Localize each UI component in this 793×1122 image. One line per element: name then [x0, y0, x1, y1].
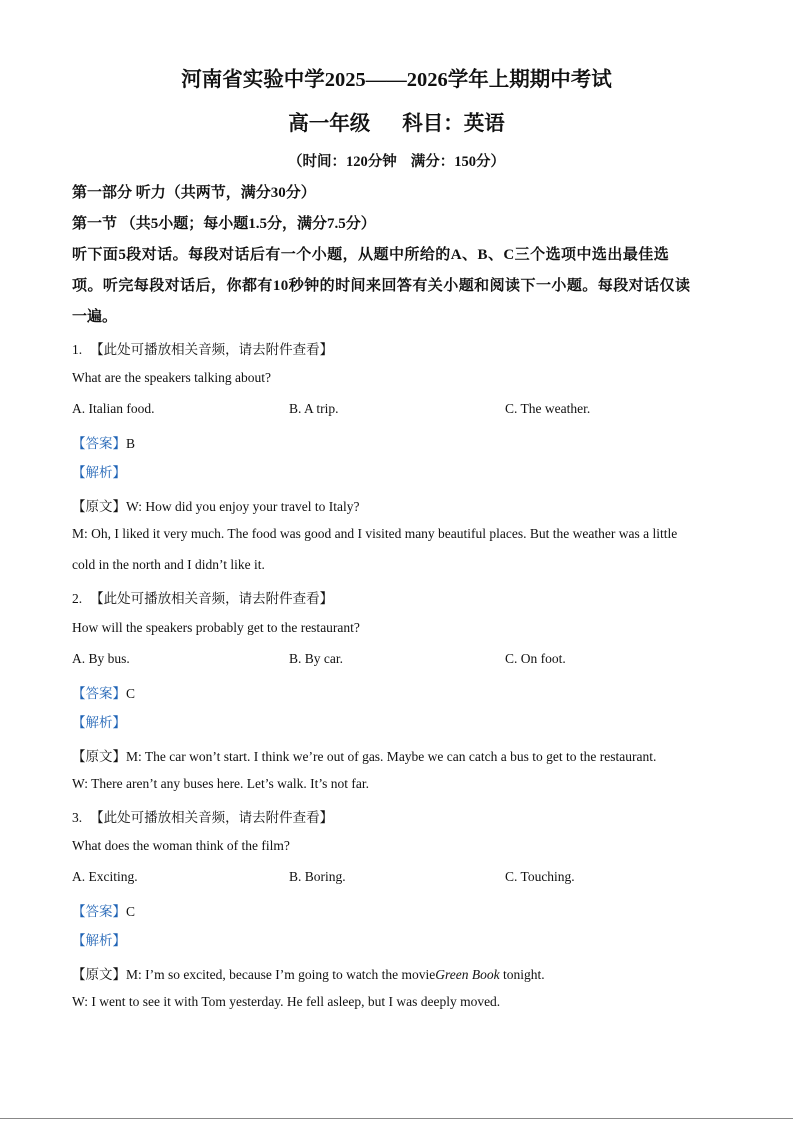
- question-2-option-b: B. By car.: [289, 651, 343, 666]
- answer-tag: 【答案】: [72, 436, 126, 451]
- original-tag: 【原文】: [72, 499, 126, 514]
- movie-title: Green Book: [435, 967, 500, 982]
- question-number: 2.: [72, 591, 83, 606]
- audio-note[interactable]: 【此处可播放相关音频，请去附件查看】: [90, 342, 334, 357]
- question-1-audio: [72, 338, 333, 358]
- question-1-transcript-3: cold in the north and I didn’t like it.: [72, 557, 265, 572]
- subject-label: 科目：英语: [402, 113, 505, 135]
- grade-subject-line: [0, 106, 793, 136]
- answer-value: C: [126, 686, 136, 701]
- transcript-text: W: How did you enjoy your travel to Italy?: [126, 499, 360, 514]
- question-1-answer: [72, 432, 135, 452]
- question-1-option-c: C. The weather.: [505, 401, 591, 416]
- exam-title: 河南省实验中学2025——2026学年上期期中考试: [181, 69, 612, 91]
- question-1-option-b: B. A trip.: [289, 401, 339, 416]
- section-heading: 第一节 （共5小题；每小题1.5分，满分7.5分）: [72, 216, 376, 232]
- question-3-option-b: B. Boring.: [289, 869, 346, 884]
- question-3-option-a: A. Exciting.: [72, 869, 138, 884]
- question-2-text: How will the speakers probably get to the restaurant?: [72, 620, 360, 635]
- audio-note[interactable]: 【此处可播放相关音频，请去附件查看】: [90, 591, 334, 606]
- question-2-option-a: A. By bus.: [72, 651, 130, 666]
- time-score-line: [0, 150, 793, 171]
- time-label: （时间：120分钟: [288, 154, 397, 170]
- page-bottom-divider: [0, 1118, 793, 1119]
- grade-label: 高一年级: [288, 113, 371, 135]
- answer-tag: 【答案】: [72, 686, 126, 701]
- question-2-transcript-1: [72, 745, 656, 765]
- audio-note[interactable]: 【此处可播放相关音频，请去附件查看】: [90, 810, 334, 825]
- question-1-transcript-1: [72, 495, 359, 515]
- original-tag: 【原文】: [72, 749, 126, 764]
- instructions-line-2: 项。听完每段对话后，你都有10秒钟的时间来回答有关小题和阅读下一小题。每段对话仅读: [72, 278, 691, 294]
- question-1-transcript-2: M: Oh, I liked it very much. The food was good and I visited many beautiful places. But the weather was a little: [72, 526, 678, 541]
- question-1-analysis-tag: 【解析】: [72, 465, 126, 480]
- question-3-audio: [72, 806, 333, 826]
- transcript-text: M: The car won’t start. I think we’re out of gas. Maybe we can catch a bus to get to the restaurant.: [126, 749, 657, 764]
- instructions-line-1: 听下面5段对话。每段对话后有一个小题，从题中所给的A、B、C三个选项中选出最佳选: [72, 247, 670, 263]
- original-tag: 【原文】: [72, 967, 126, 982]
- question-3-text: What does the woman think of the film?: [72, 838, 290, 853]
- question-number: 3.: [72, 810, 83, 825]
- instructions-line-3: 一遍。: [72, 309, 118, 325]
- question-2-option-c: C. On foot.: [505, 651, 566, 666]
- question-3-transcript-2: W: I went to see it with Tom yesterday. He fell asleep, but I was deeply moved.: [72, 994, 501, 1009]
- question-2-transcript-2: W: There aren’t any buses here. Let’s walk. It’s not far.: [72, 776, 370, 791]
- question-3-answer: [72, 900, 135, 920]
- answer-tag: 【答案】: [72, 904, 126, 919]
- question-2-analysis-tag: 【解析】: [72, 715, 126, 730]
- score-label: 满分：150分）: [410, 154, 505, 170]
- question-3-transcript-1: [72, 963, 545, 983]
- answer-value: B: [126, 436, 136, 451]
- transcript-text: M: I’m so excited, because I’m going to watch the movie: [126, 967, 436, 982]
- question-3-analysis-tag: 【解析】: [72, 933, 126, 948]
- question-3-option-c: C. Touching.: [505, 869, 575, 884]
- question-1-option-a: A. Italian food.: [72, 401, 155, 416]
- question-2-audio: [72, 587, 333, 607]
- part-heading: 第一部分 听力（共两节，满分30分）: [72, 185, 316, 201]
- transcript-text-end: tonight.: [499, 967, 545, 982]
- question-number: 1.: [72, 342, 83, 357]
- question-1-text: What are the speakers talking about?: [72, 370, 272, 385]
- answer-value: C: [126, 904, 136, 919]
- question-2-answer: [72, 682, 135, 702]
